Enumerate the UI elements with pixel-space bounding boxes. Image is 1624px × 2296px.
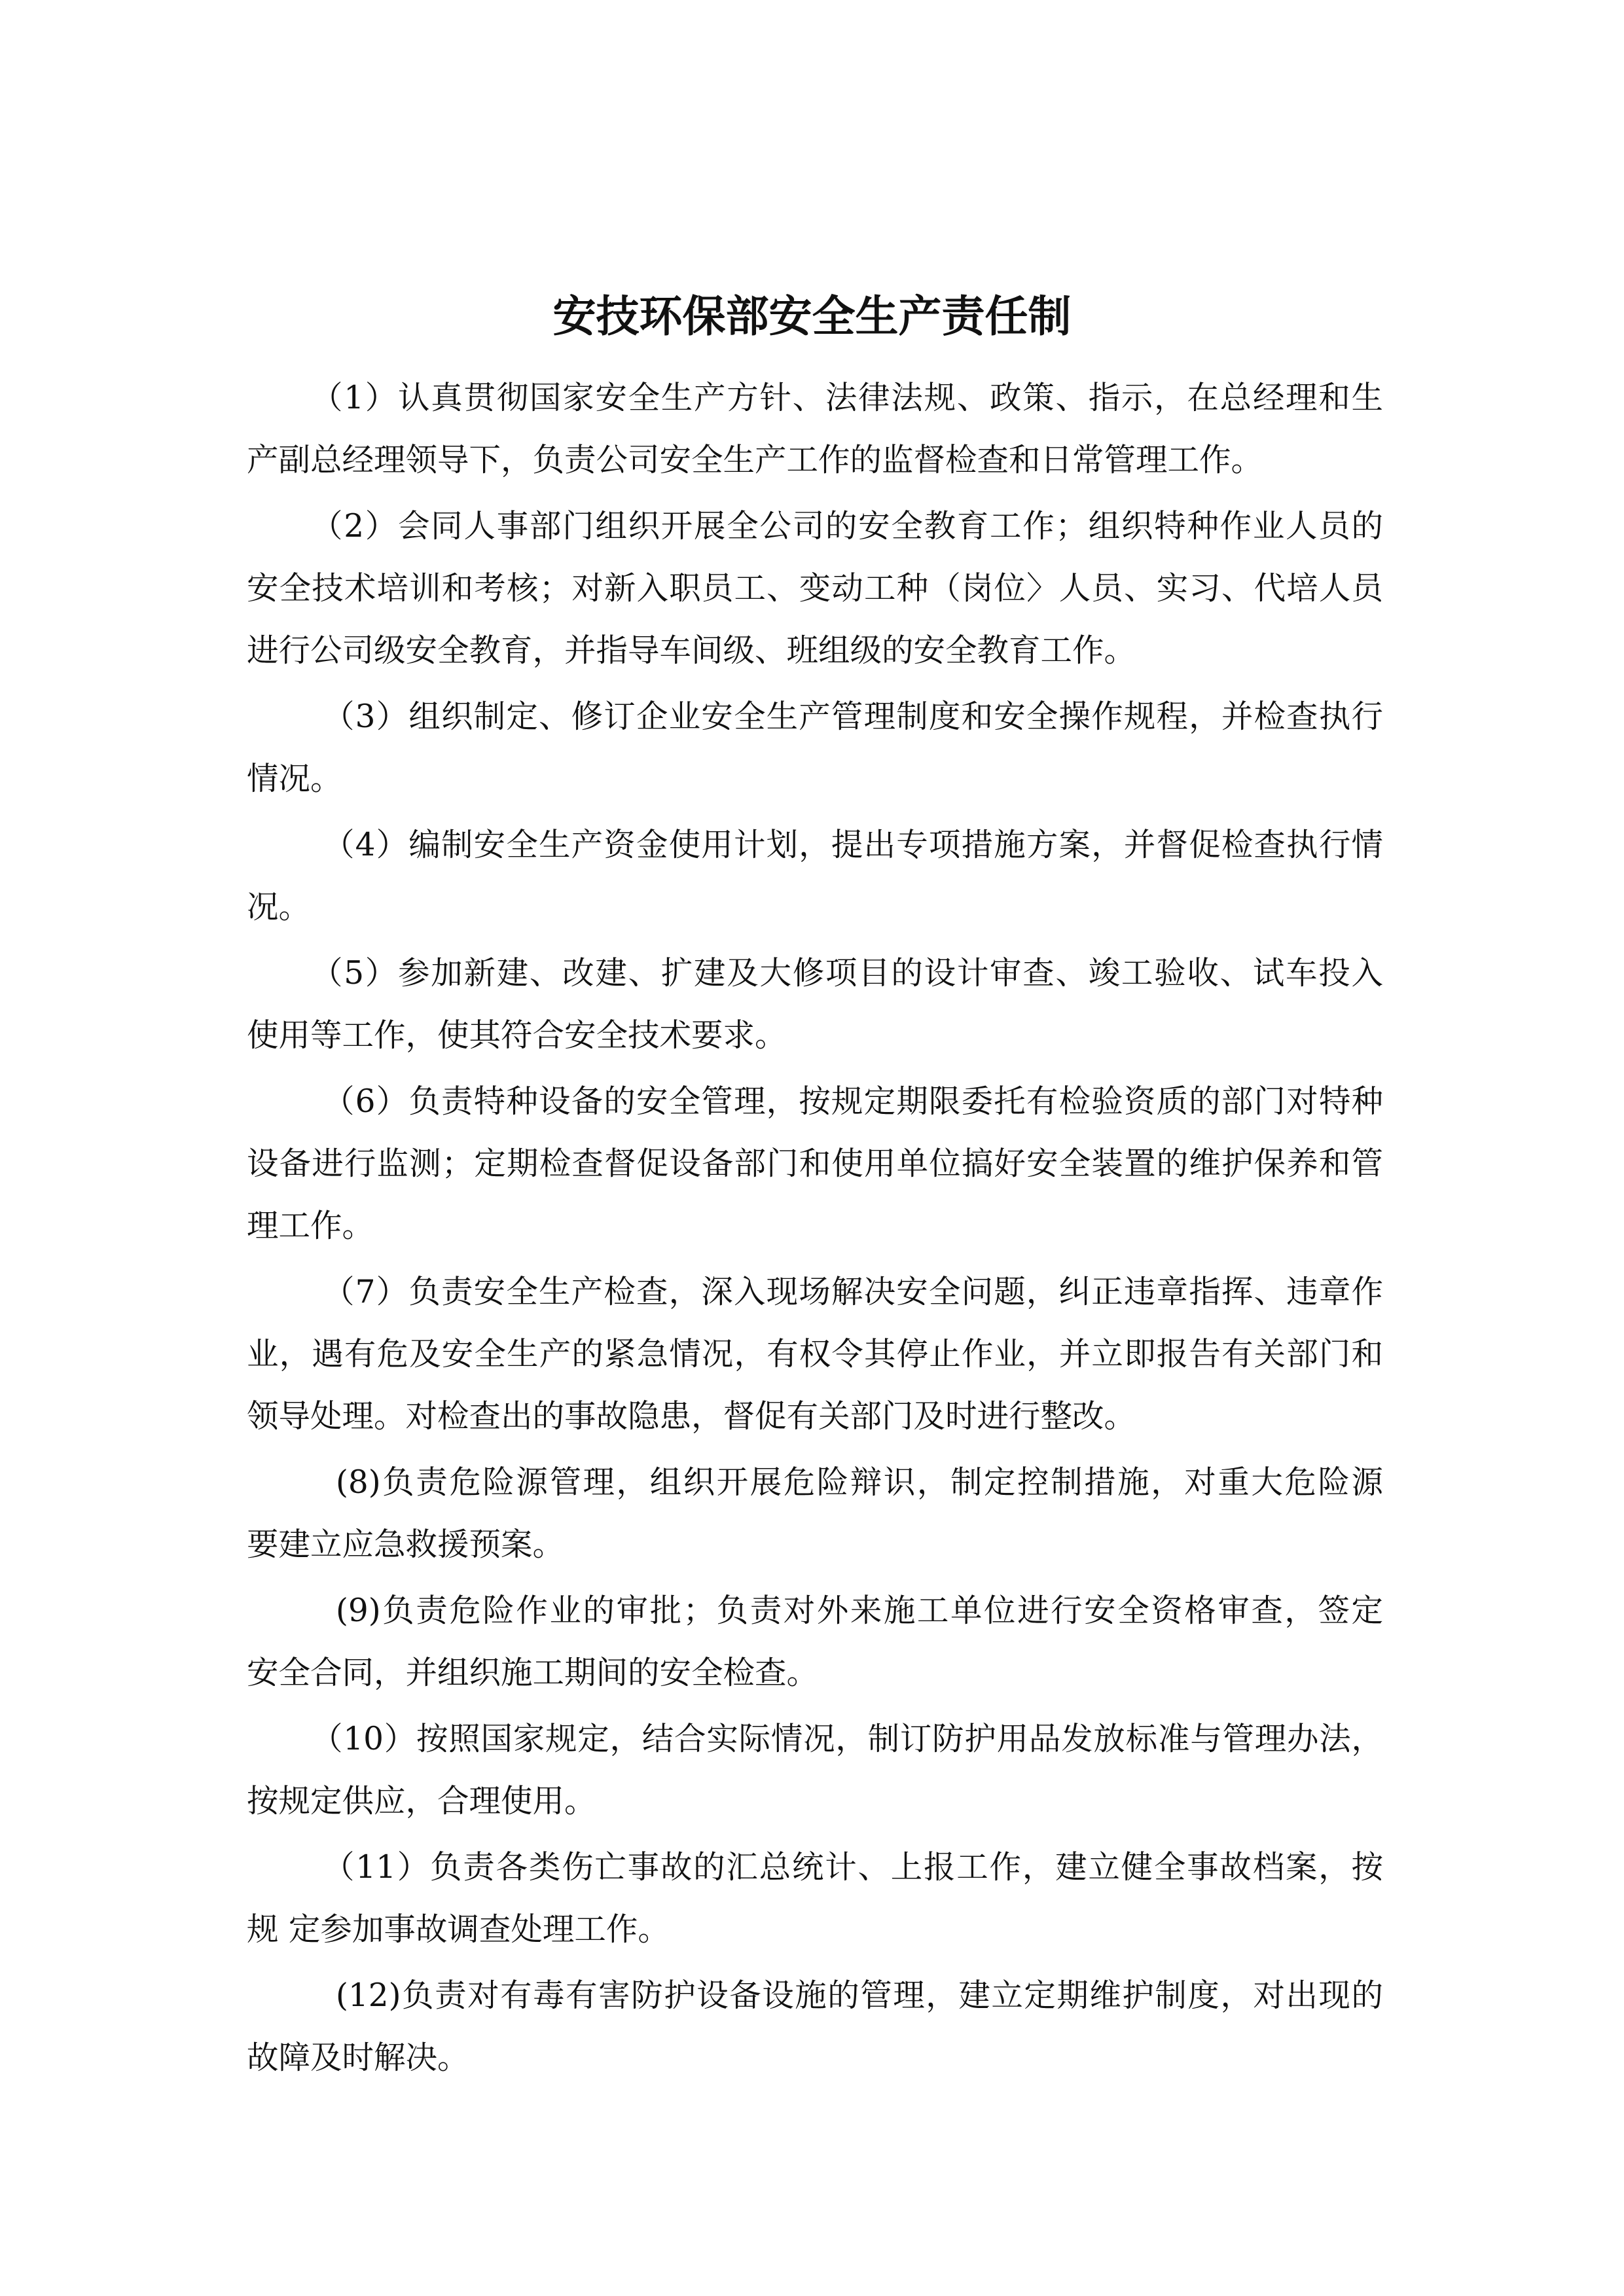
clause-7-line-1: （7）负责安全生产检查，深入现场解决安全问题，纠正违章指挥、违章作	[323, 1274, 1383, 1310]
clause-5	[247, 942, 1383, 1067]
document-title: 安技环保部安全生产责任制	[552, 291, 1072, 342]
clause-8-line-1: (8)负责危险源管理，组织开展危险辩识，制定控制措施，对重大危险源	[336, 1464, 1383, 1501]
clause-6	[247, 1071, 1383, 1257]
clause-7-line-2: 业，遇有危及安全生产的紧急情况，有权令其停止作业，并立即报告有关部门和	[247, 1336, 1383, 1372]
clause-10-line-1: （10）按照国家规定，结合实际情况，制订防护用品发放标准与管理办法，	[311, 1721, 1383, 1757]
clause-4-line-1: （4）编制安全生产资金使用计划，提出专项措施方案，并督促检查执行情	[323, 827, 1383, 863]
clause-7-line-3: 领导处理。对检查出的事故隐患，督促有关部门及时进行整改。	[247, 1398, 1136, 1435]
clause-4-line-2: 况。	[247, 889, 311, 925]
clause-1-line-2: 产副总经理领导下，负责公司安全生产工作的监督检查和日常管理工作。	[247, 442, 1263, 478]
clause-2-line-3: 进行公司级安全教育，并指导车间级、班组级的安全教育工作。	[247, 632, 1136, 669]
clause-5-line-1: （5）参加新建、改建、扩建及大修项目的设计审查、竣工验收、试车投入	[311, 955, 1383, 992]
clause-2	[247, 495, 1383, 682]
document-body	[247, 367, 1383, 2089]
clause-10	[247, 1708, 1383, 1833]
clause-9	[247, 1580, 1383, 1704]
clause-11-line-2: 规 定参加事故调查处理工作。	[247, 1911, 670, 1948]
clause-6-line-2: 设备进行监测；定期检查督促设备部门和使用单位搞好安全装置的维护保养和管	[247, 1145, 1383, 1182]
clause-4	[247, 814, 1383, 939]
clause-3-line-2: 情况。	[247, 761, 342, 797]
clause-1-line-1: （1）认真贯彻国家安全生产方针、法律法规、政策、指示，在总经理和生	[311, 380, 1383, 416]
clause-11-line-1: （11）负责各类伤亡事故的汇总统计、上报工作，建立健全事故档案，按	[323, 1849, 1383, 1886]
clause-2-line-2: 安全技术培训和考核；对新入职员工、变动工种（岗位〉人员、实习、代培人员	[247, 570, 1383, 607]
clause-6-line-3: 理工作。	[247, 1208, 374, 1244]
clause-12-line-1: (12)负责对有毒有害防护设备设施的管理，建立定期维护制度，对出现的	[336, 1977, 1383, 2014]
clause-1	[247, 367, 1383, 492]
clause-10-line-2: 按规定供应，合理使用。	[247, 1783, 596, 1820]
clause-12-line-2: 故障及时解决。	[247, 2039, 469, 2076]
clause-8	[247, 1452, 1383, 1576]
clause-11	[247, 1837, 1383, 1961]
clause-3-line-1: （3）组织制定、修订企业安全生产管理制度和安全操作规程，并检查执行	[323, 698, 1383, 735]
clause-9-line-2: 安全合同，并组织施工期间的安全检查。	[247, 1655, 819, 1691]
clause-9-line-1: (9)负责危险作业的审批；负责对外来施工单位进行安全资格审查，签定	[336, 1592, 1383, 1629]
clause-7	[247, 1261, 1383, 1448]
clause-3	[247, 686, 1383, 810]
clause-5-line-2: 使用等工作，使其符合安全技术要求。	[247, 1017, 787, 1054]
clause-6-line-1: （6）负责特种设备的安全管理，按规定期限委托有检验资质的部门对特种	[323, 1083, 1383, 1120]
clause-8-line-2: 要建立应急救援预案。	[247, 1526, 565, 1563]
clause-12	[247, 1965, 1383, 2089]
clause-2-line-1: （2）会同人事部门组织开展全公司的安全教育工作；组织特种作业人员的	[311, 508, 1383, 545]
